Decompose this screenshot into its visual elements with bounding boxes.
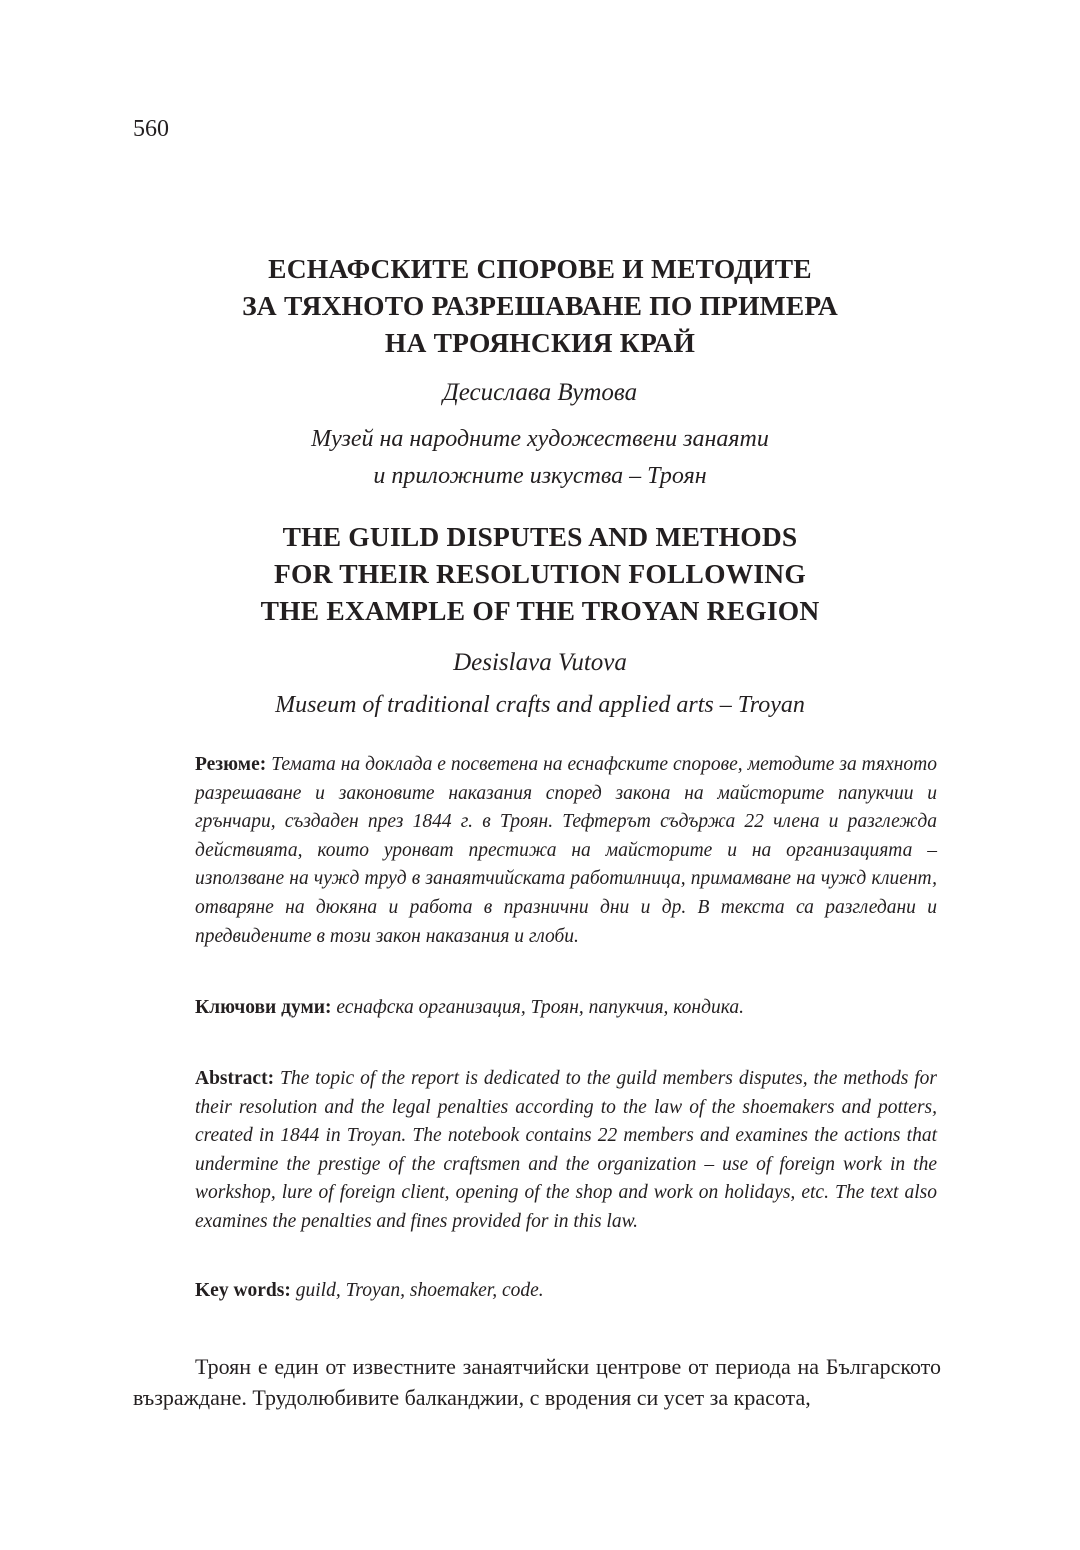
keywords-bulgarian-label: Ключови думи:	[195, 997, 337, 1018]
author-bulgarian: Десислава Вутова	[442, 379, 638, 406]
title-bulgarian-line: ЗА ТЯХНОТО РАЗРЕШАВАНЕ ПО ПРИМЕРА	[242, 290, 838, 321]
abstract-bulgarian	[195, 751, 937, 951]
title-english-line: THE EXAMPLE OF THE TROYAN REGION	[260, 595, 820, 626]
title-bulgarian-line: НА ТРОЯНСКИЯ КРАЙ	[384, 327, 696, 358]
title-bulgarian	[100, 250, 980, 361]
author-english: Desislava Vutova	[453, 649, 627, 676]
keywords-english-label: Key words:	[195, 1280, 296, 1301]
keywords-bulgarian	[195, 994, 937, 1023]
abstract-bulgarian-label: Резюме:	[195, 754, 272, 775]
affiliation-bulgarian-line: и приложните изкуства – Троян	[373, 463, 707, 489]
affiliation-english: Museum of traditional crafts and applied arts – Troyan	[275, 692, 805, 718]
abstract-bulgarian-text: Темата на доклада е посветена на еснафските спорове, методите за тяхното разрешаване и законовите наказания според закона на майсторите папукчии и грънчари, създаден през 1844 г. в Троян. Тефтерът съдържа 22 члена и разглежда действията, които уронват престижа на майсторите и на организацията – използване на чужд труд в занаятчийската работилница, примамване на чужд клиент, отваряне на дюкяна и работа в празнични дни и др. В текста са разгледани и предвидените в този закон наказания и глоби.	[195, 754, 937, 947]
keywords-english	[195, 1277, 937, 1306]
title-english-line: FOR THEIR RESOLUTION FOLLOWING	[274, 558, 806, 589]
page-number: 560	[133, 116, 169, 142]
affiliation-bulgarian	[100, 421, 980, 495]
title-english-line: THE GUILD DISPUTES AND METHODS	[282, 521, 798, 552]
abstract-english-label: Abstract:	[195, 1068, 280, 1089]
title-bulgarian-line: ЕСНАФСКИТЕ СПОРОВЕ И МЕТОДИТЕ	[268, 253, 812, 284]
title-english	[100, 518, 980, 629]
affiliation-bulgarian-line: Музей на народните художествени занаяти	[311, 426, 769, 452]
abstract-english-text: The topic of the report is dedicated to the guild members disputes, the methods for their resolution and the legal penalties according to the law of the shoemakers and potters, created in 1844 in Troyan. The notebook contains 22 members and examines the actions that undermine the prestige of the craftsmen and the organization – use of foreign work in the workshop, lure of foreign client, opening of the shop and work on holidays, etc. The text also examines the penalties and fines provided for in this law.	[195, 1068, 937, 1232]
abstract-english	[195, 1065, 937, 1237]
body-paragraph: Троян е един от известните занаятчийски центрове от периода на Българското възраждане. Трудолюбивите балканджии, с вродения си усет за красота,	[133, 1354, 941, 1410]
keywords-english-text: guild, Troyan, shoemaker, code.	[295, 1280, 544, 1301]
keywords-bulgarian-text: еснафска организация, Троян, папукчия, кондика.	[336, 997, 744, 1018]
